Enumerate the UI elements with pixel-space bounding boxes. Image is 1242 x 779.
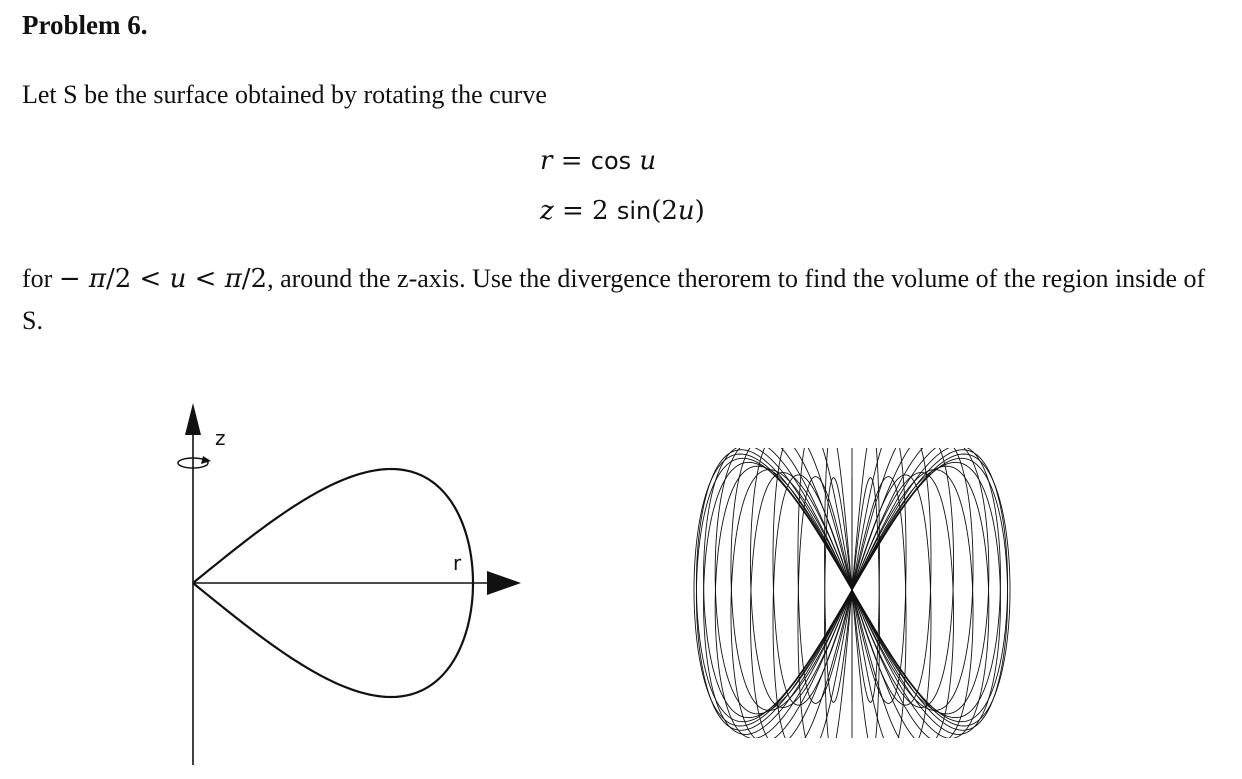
r-axis-label: r [453,551,462,575]
eq-z-op: = 2 [553,196,617,226]
eq-z-lhs: z [540,196,554,226]
problem-intro: Let S be the surface obtained by rotating the curve [22,80,547,109]
z-axis-arrowhead [185,403,201,435]
surface-rings [694,448,1010,738]
r-axis-arrowhead [487,571,521,595]
eq-z-arg-close: ) [694,196,705,226]
eq-r-fn: cos [590,147,632,175]
surface-ring [852,448,954,707]
problem-title: Problem 6. [22,10,148,40]
eq-z-arg-open: (2 [651,196,678,226]
range-minus: − [58,264,89,294]
range-pi-1: π [88,264,106,294]
equation-z [540,194,705,228]
range-lt: < [186,264,225,294]
surface-ring [731,470,852,738]
surface-ring [852,470,973,738]
body-for: for [22,264,59,293]
surface-of-revolution-diagram [690,448,1020,738]
range-div-1: /2 < [105,264,170,294]
body-rest: , around the z-axis. Use the divergence therorem to find the volume of the region inside of S. [22,264,1206,335]
eq-z-arg-var: u [677,196,695,226]
problem-body [22,258,1227,342]
eq-z-fn: sin [616,197,652,225]
eq-r-arg: u [631,146,657,176]
curve-diagram [165,395,535,775]
range-u: u [169,264,187,294]
surface-ring [750,473,852,738]
z-axis-label: z [215,426,226,450]
surface-ring [852,473,954,738]
equation-r [540,144,656,178]
range-pi-2: π [224,264,242,294]
eq-r-op: = [552,146,591,176]
eq-r-lhs: r [540,146,553,176]
surface-ring [750,448,852,707]
rotation-arrowhead-icon [201,456,211,464]
range-div-2: /2 [241,264,268,294]
